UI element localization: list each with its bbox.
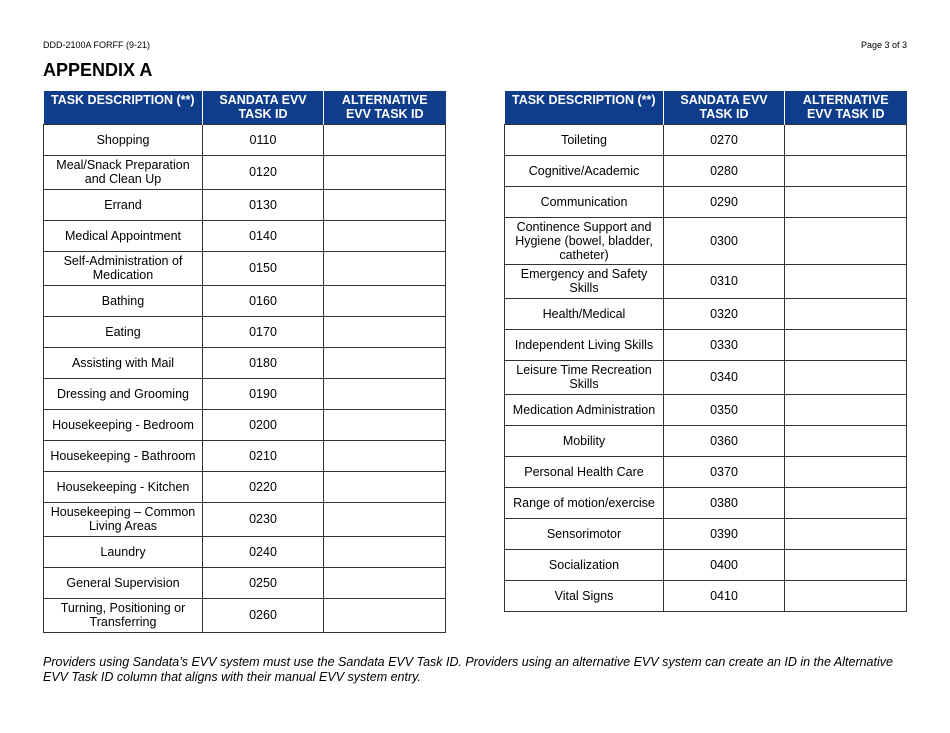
task-description: Cognitive/Academic <box>505 155 664 186</box>
footnote: Providers using Sandata’s EVV system must use the Sandata EVV Task ID. Providers using an alternative EVV system can create an ID in the Alternative EVV Task ID column that aligns with their manual EVV system entry. <box>43 654 893 684</box>
alternative-task-id-field[interactable] <box>324 316 446 347</box>
task-description: Eating <box>44 316 203 347</box>
alternative-task-id-field[interactable] <box>324 440 446 471</box>
alternative-task-id-field[interactable] <box>785 549 907 580</box>
alternative-task-id-field[interactable] <box>785 298 907 329</box>
alternative-task-id-field[interactable] <box>785 394 907 425</box>
alternative-task-id-field[interactable] <box>785 580 907 611</box>
table-row <box>505 217 907 264</box>
table-row <box>44 502 446 536</box>
table-row <box>505 155 907 186</box>
header-alternative-task-id: ALTERNATIVE EVV TASK ID <box>324 91 446 124</box>
alternative-task-id-field[interactable] <box>324 347 446 378</box>
table-row <box>505 186 907 217</box>
table-row <box>44 598 446 632</box>
alternative-task-id-field[interactable] <box>324 502 446 536</box>
table-header-row <box>44 91 446 124</box>
sandata-task-id: 0130 <box>203 189 324 220</box>
task-description: Vital Signs <box>505 580 664 611</box>
sandata-task-id: 0390 <box>664 518 785 549</box>
sandata-task-id: 0310 <box>664 264 785 298</box>
table-row <box>505 425 907 456</box>
task-description: Housekeeping - Kitchen <box>44 471 203 502</box>
header-task-description: TASK DESCRIPTION (**) <box>44 91 203 124</box>
sandata-task-id: 0180 <box>203 347 324 378</box>
header-task-description: TASK DESCRIPTION (**) <box>505 91 664 124</box>
table-row <box>44 567 446 598</box>
alternative-task-id-field[interactable] <box>324 409 446 440</box>
table-row <box>44 124 446 155</box>
task-table-left <box>43 91 446 633</box>
alternative-task-id-field[interactable] <box>785 518 907 549</box>
table-row <box>44 347 446 378</box>
alternative-task-id-field[interactable] <box>324 471 446 502</box>
alternative-task-id-field[interactable] <box>324 189 446 220</box>
table-header-row <box>505 91 907 124</box>
page-number: Page 3 of 3 <box>860 40 907 50</box>
table-row <box>505 360 907 394</box>
task-description: Leisure Time Recreation Skills <box>505 360 664 394</box>
task-description: Mobility <box>505 425 664 456</box>
table-row <box>44 220 446 251</box>
sandata-task-id: 0120 <box>203 155 324 189</box>
sandata-task-id: 0240 <box>203 536 324 567</box>
sandata-task-id: 0210 <box>203 440 324 471</box>
table-row <box>505 549 907 580</box>
alternative-task-id-field[interactable] <box>324 251 446 285</box>
alternative-task-id-field[interactable] <box>324 378 446 409</box>
task-description: Independent Living Skills <box>505 329 664 360</box>
form-id: DDD-2100A FORFF (9-21) <box>43 40 151 50</box>
table-row <box>44 409 446 440</box>
table-row <box>44 189 446 220</box>
sandata-task-id: 0260 <box>203 598 324 632</box>
alternative-task-id-field[interactable] <box>324 124 446 155</box>
alternative-task-id-field[interactable] <box>785 329 907 360</box>
table-row <box>505 456 907 487</box>
sandata-task-id: 0110 <box>203 124 324 155</box>
sandata-task-id: 0320 <box>664 298 785 329</box>
table-row <box>44 155 446 189</box>
sandata-task-id: 0330 <box>664 329 785 360</box>
table-row <box>44 285 446 316</box>
alternative-task-id-field[interactable] <box>785 425 907 456</box>
task-description: Range of motion/exercise <box>505 487 664 518</box>
task-description: Sensorimotor <box>505 518 664 549</box>
table-row <box>505 298 907 329</box>
alternative-task-id-field[interactable] <box>785 186 907 217</box>
sandata-task-id: 0150 <box>203 251 324 285</box>
alternative-task-id-field[interactable] <box>785 155 907 186</box>
alternative-task-id-field[interactable] <box>324 567 446 598</box>
alternative-task-id-field[interactable] <box>785 487 907 518</box>
sandata-task-id: 0140 <box>203 220 324 251</box>
sandata-task-id: 0230 <box>203 502 324 536</box>
table-row <box>505 329 907 360</box>
table-row <box>505 487 907 518</box>
sandata-task-id: 0360 <box>664 425 785 456</box>
alternative-task-id-field[interactable] <box>324 285 446 316</box>
table-row <box>505 580 907 611</box>
alternative-task-id-field[interactable] <box>785 264 907 298</box>
task-description: Shopping <box>44 124 203 155</box>
table-row <box>44 251 446 285</box>
task-description: Socialization <box>505 549 664 580</box>
task-description: Errand <box>44 189 203 220</box>
task-description: Housekeeping - Bathroom <box>44 440 203 471</box>
sandata-task-id: 0370 <box>664 456 785 487</box>
table-row <box>505 518 907 549</box>
table-row <box>44 440 446 471</box>
table-row <box>44 471 446 502</box>
sandata-task-id: 0280 <box>664 155 785 186</box>
task-description: Housekeeping – Common Living Areas <box>44 502 203 536</box>
task-description: Laundry <box>44 536 203 567</box>
task-description: Housekeeping - Bedroom <box>44 409 203 440</box>
task-description: General Supervision <box>44 567 203 598</box>
alternative-task-id-field[interactable] <box>324 155 446 189</box>
alternative-task-id-field[interactable] <box>785 217 907 264</box>
table-row <box>44 316 446 347</box>
task-description: Self-Administration of Medication <box>44 251 203 285</box>
sandata-task-id: 0220 <box>203 471 324 502</box>
sandata-task-id: 0190 <box>203 378 324 409</box>
task-description: Assisting with Mail <box>44 347 203 378</box>
sandata-task-id: 0400 <box>664 549 785 580</box>
sandata-task-id: 0350 <box>664 394 785 425</box>
header-sandata-task-id: SANDATA EVV TASK ID <box>203 91 324 124</box>
alternative-task-id-field[interactable] <box>324 598 446 632</box>
task-description: Dressing and Grooming <box>44 378 203 409</box>
task-description: Turning, Positioning or Transferring <box>44 598 203 632</box>
task-description: Communication <box>505 186 664 217</box>
task-description: Continence Support and Hygiene (bowel, bladder, catheter) <box>505 217 664 264</box>
header-sandata-task-id: SANDATA EVV TASK ID <box>664 91 785 124</box>
task-description: Personal Health Care <box>505 456 664 487</box>
table-row <box>505 264 907 298</box>
sandata-task-id: 0270 <box>664 124 785 155</box>
task-description: Bathing <box>44 285 203 316</box>
sandata-task-id: 0340 <box>664 360 785 394</box>
task-description: Meal/Snack Preparation and Clean Up <box>44 155 203 189</box>
table-row <box>44 378 446 409</box>
task-description: Medical Appointment <box>44 220 203 251</box>
sandata-task-id: 0290 <box>664 186 785 217</box>
sandata-task-id: 0170 <box>203 316 324 347</box>
alternative-task-id-field[interactable] <box>785 456 907 487</box>
alternative-task-id-field[interactable] <box>785 124 907 155</box>
task-description: Medication Administration <box>505 394 664 425</box>
task-table-right <box>504 91 907 612</box>
sandata-task-id: 0160 <box>203 285 324 316</box>
header-alternative-task-id: ALTERNATIVE EVV TASK ID <box>785 91 907 124</box>
table-row <box>505 124 907 155</box>
page-title: APPENDIX A <box>43 60 153 80</box>
table-row <box>44 536 446 567</box>
alternative-task-id-field[interactable] <box>785 360 907 394</box>
task-description: Toileting <box>505 124 664 155</box>
sandata-task-id: 0380 <box>664 487 785 518</box>
sandata-task-id: 0300 <box>664 217 785 264</box>
table-row <box>505 394 907 425</box>
sandata-task-id: 0410 <box>664 580 785 611</box>
sandata-task-id: 0200 <box>203 409 324 440</box>
alternative-task-id-field[interactable] <box>324 220 446 251</box>
sandata-task-id: 0250 <box>203 567 324 598</box>
task-description: Health/Medical <box>505 298 664 329</box>
alternative-task-id-field[interactable] <box>324 536 446 567</box>
task-description: Emergency and Safety Skills <box>505 264 664 298</box>
